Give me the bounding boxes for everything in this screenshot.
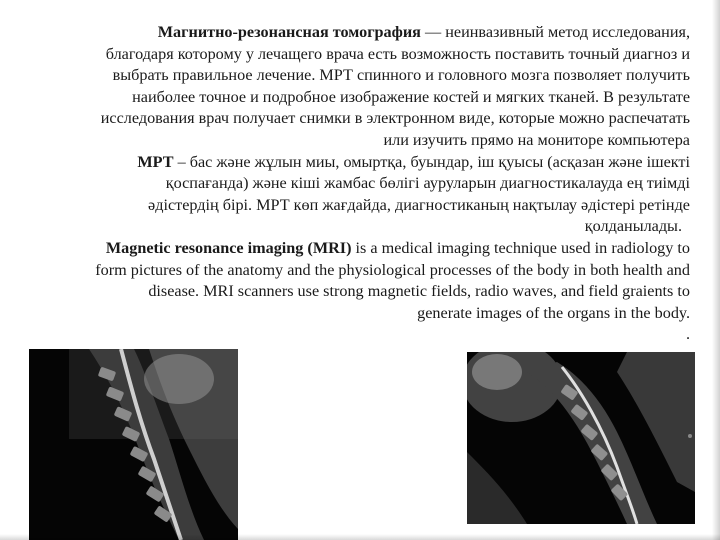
speck-marker <box>688 434 692 438</box>
page-shadow-right <box>712 0 720 540</box>
en-line-4: generate images of the organs in the body. <box>417 303 690 322</box>
mri-sagittal-cervical-scan-icon <box>467 352 695 524</box>
en-trailing-dot: . <box>685 325 690 344</box>
kz-line-3: әдістердің бірі. МРТ көп жағдайда, диагностиканың нақтылау әдістері ретінде <box>148 195 690 214</box>
ru-line-4: наиболее точное и подробное изображение костей и мягких тканей. В результате <box>132 87 690 106</box>
en-line-1: Magnetic resonance imaging (MRI) is a medical imaging technique used in radiology to <box>105 238 690 257</box>
ru-line-6: или изучить прямо на мониторе компьютера <box>383 130 690 149</box>
en-line-2: form pictures of the anatomy and the physiological processes of the body in both health and <box>95 260 690 279</box>
ru-term: Магнитно-резонансная томография <box>157 23 421 41</box>
kz-term: МРТ <box>137 152 174 171</box>
kz-line-1: МРТ – бас және жұлын миы, омыртқа, буындар, іш қуысы (асқазан және ішекті <box>137 152 690 171</box>
mri-sagittal-spine-scan-icon <box>29 349 238 540</box>
kz-line-4: қолданылады. <box>584 217 682 236</box>
ru-line-1: Магнитно-резонансная томография — неинвазивный метод исследования, <box>157 23 690 41</box>
en-term: Magnetic resonance imaging (MRI) <box>105 238 352 257</box>
slide-text <box>24 22 690 346</box>
en-line-3: disease. MRI scanners use strong magnetic fields, radio waves, and field graients to <box>148 282 690 301</box>
ru-line-2: благодаря которому у лечащего врача есть возможность поставить точный диагноз и <box>105 44 690 63</box>
kz-line-2: қоспағанда) және кіші жамбас бөлігі ауруларын диагностикалауда ең тиімді <box>165 174 690 193</box>
page-shadow-bottom <box>0 534 720 540</box>
ru-line-3: выбрать правильное лечение. МРТ спинного и головного мозга позволяет получить <box>112 66 690 85</box>
ru-line-5: исследования врач получает снимки в электронном виде, которые можно распечатать <box>100 109 690 128</box>
